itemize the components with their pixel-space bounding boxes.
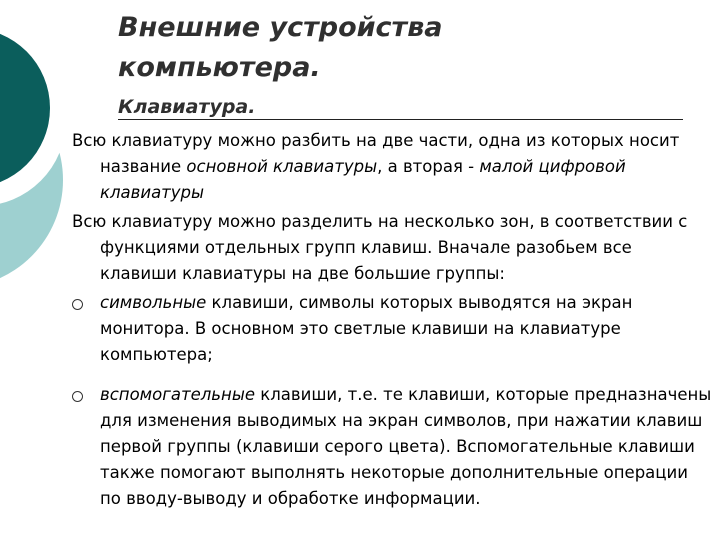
hollow-circle-bullet-icon [72, 391, 83, 402]
slide-title [118, 8, 443, 120]
title-line-1: Внешние устройства [118, 12, 443, 43]
list-item: вспомогательные клавиши, т.е. те клавиши, которые предназначены для изменения выводимых на экран символов, при нажатии клавиш первой группы (клавиши серого цвета). Вспомогательные клавиши также помогают выполнять некоторые дополнительные операции по вводу-выводу и обработке информации. [72, 382, 712, 512]
hollow-circle-bullet-icon [72, 299, 83, 310]
slide-body [72, 128, 712, 512]
paragraph-2: Всю клавиатуру можно разделить на несколько зон, в соответствии с функциями отдельных групп клавиш. Вначале разобьем все клавиши клавиатуры на две большие группы: [72, 212, 688, 283]
emphasis-main-keyboard: основной клавиатуры [186, 157, 378, 176]
list-item: символьные клавиши, символы которых выводятся на экран монитора. В основном это светлые клавиши на клавиатуре компьютера; [72, 290, 712, 368]
bullet-list [72, 290, 712, 512]
emphasis-numeric-keypad: малой цифровой клавиатуры [100, 157, 626, 202]
title-line-2: компьютера. [118, 52, 321, 83]
title-divider [118, 119, 683, 120]
emphasis-auxiliary-keys: вспомогательные [100, 385, 256, 404]
slide-subtitle: Клавиатура. [118, 96, 256, 118]
emphasis-symbol-keys: символьные [100, 293, 207, 312]
paragraph-1: Всю клавиатуру можно разбить на две части, одна из которых носит название основной клавиатуры, а вторая - малой цифровой клавиатуры [72, 131, 680, 202]
